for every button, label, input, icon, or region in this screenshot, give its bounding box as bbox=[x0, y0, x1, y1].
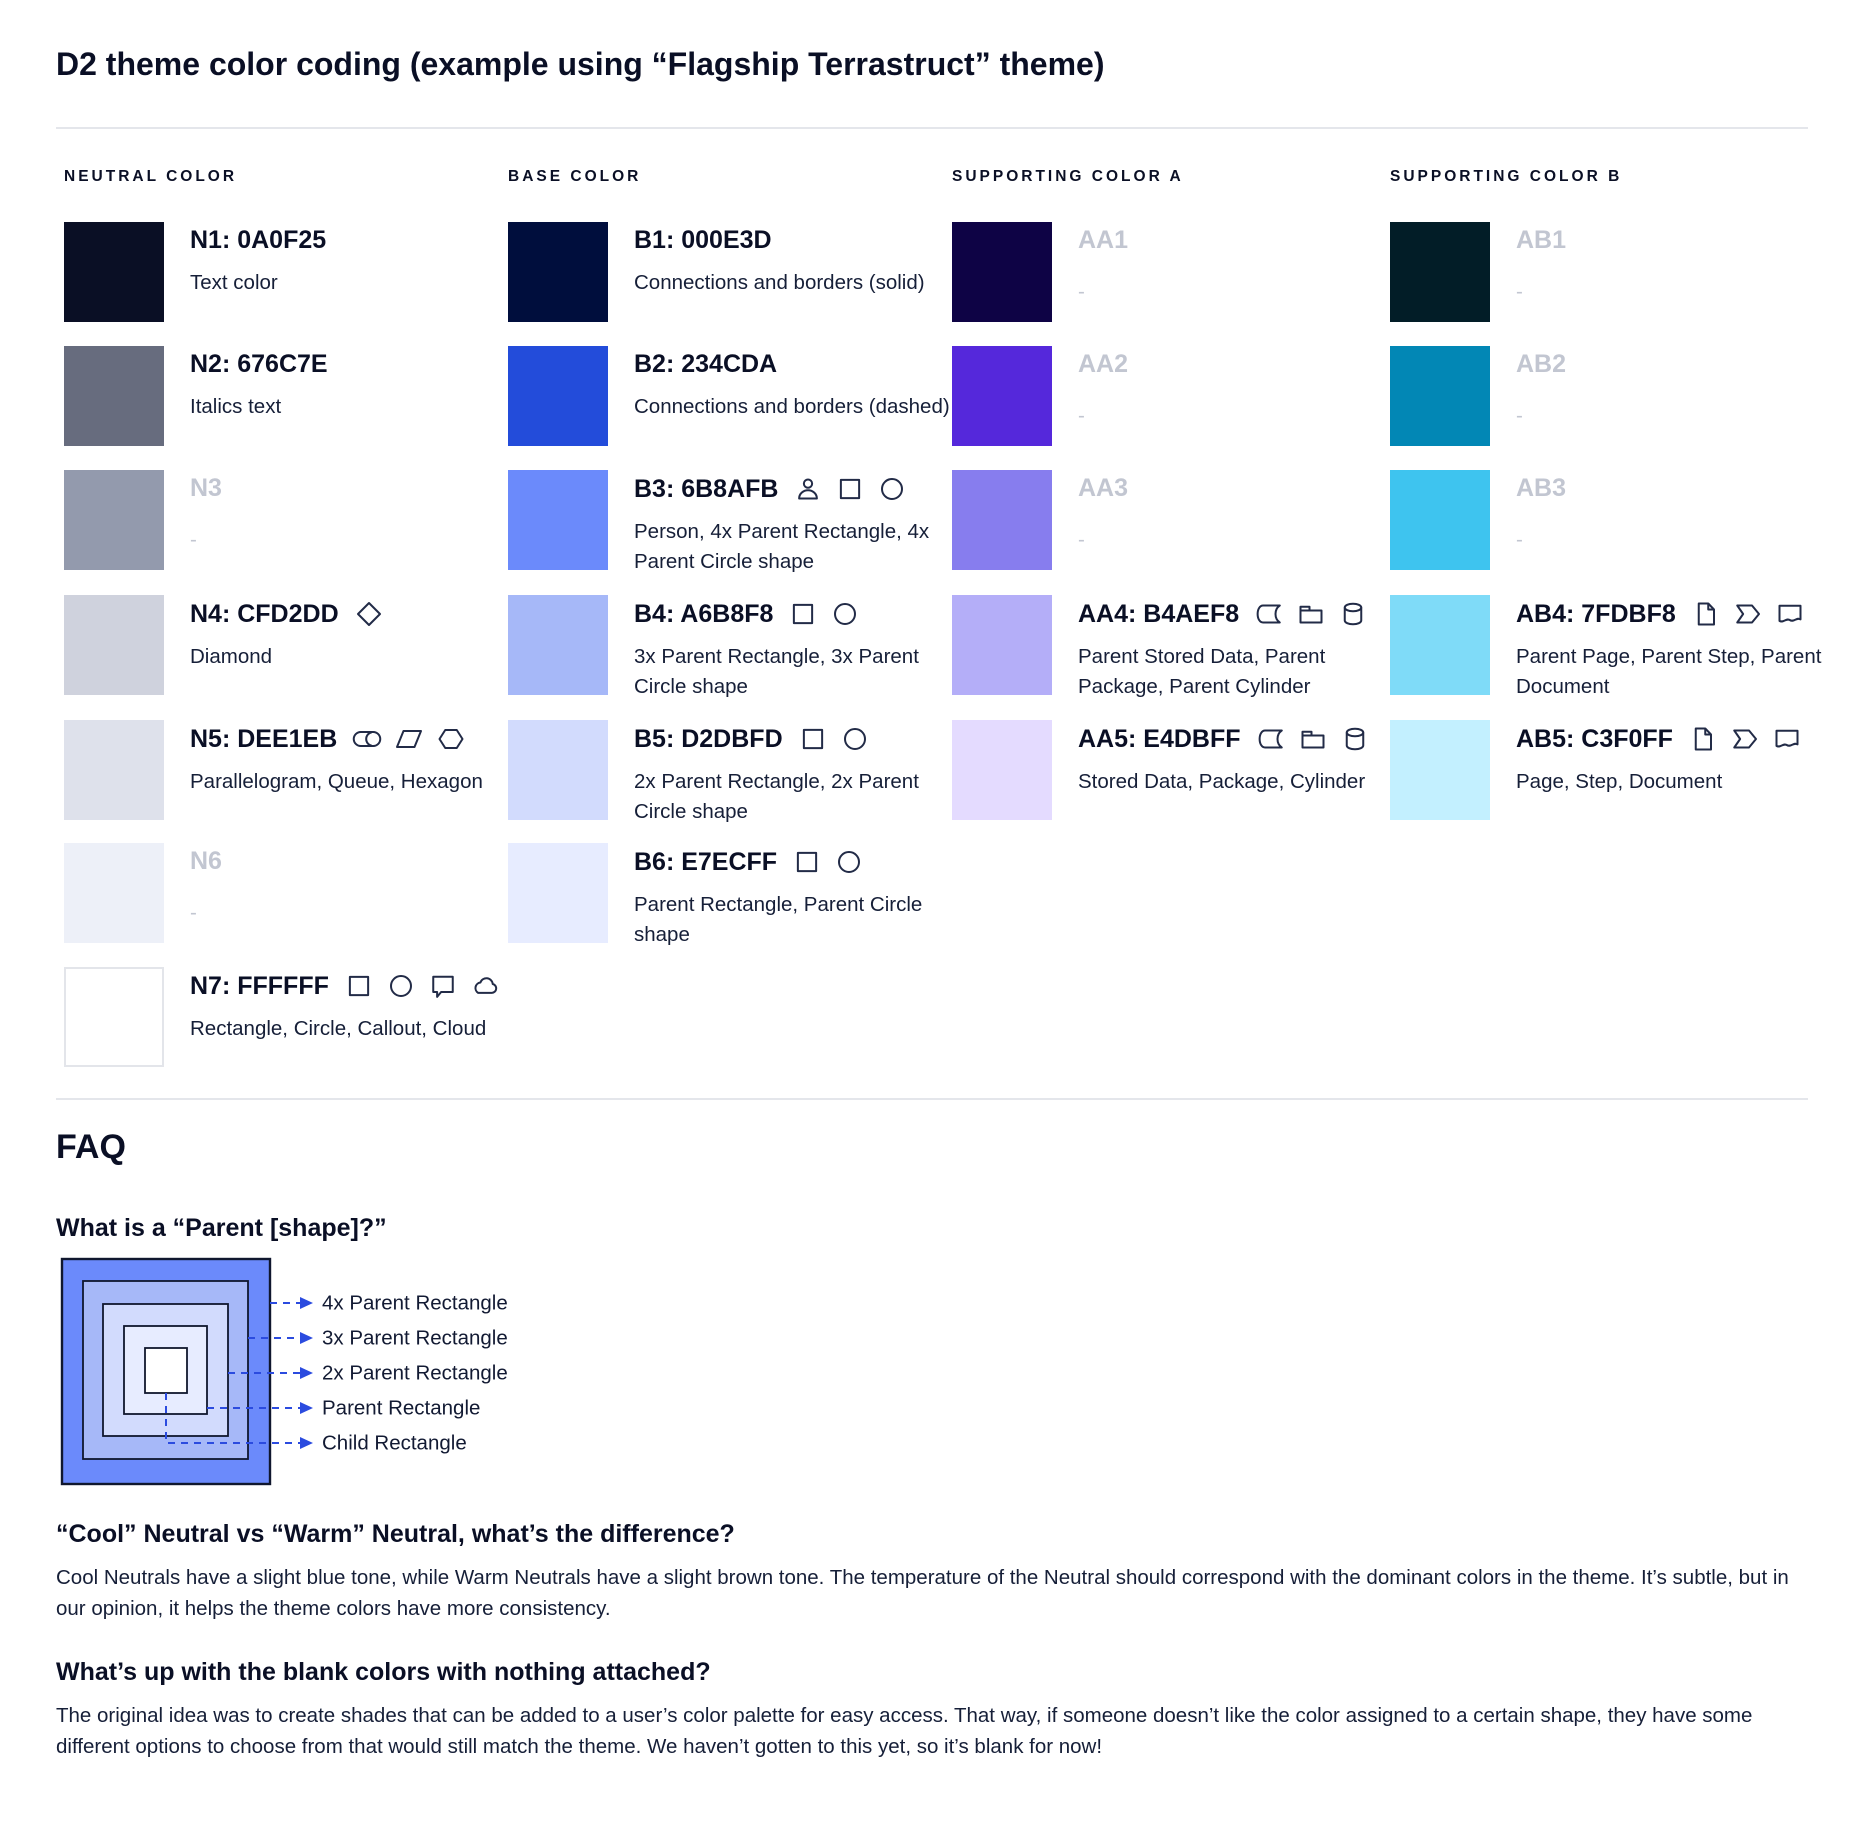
swatch-ab2 bbox=[1390, 346, 1490, 446]
color-label-row bbox=[190, 226, 508, 255]
color-description: Parent Page, Parent Step, Parent Document bbox=[1516, 645, 1822, 698]
color-row bbox=[64, 967, 508, 1067]
color-label-row bbox=[190, 474, 508, 503]
shape-icons bbox=[354, 599, 384, 629]
rectangle-icon bbox=[792, 847, 822, 877]
color-info bbox=[190, 346, 508, 422]
color-label: N6 bbox=[190, 847, 222, 875]
color-row bbox=[64, 595, 508, 695]
color-row bbox=[952, 595, 1396, 702]
swatch-b2 bbox=[508, 346, 608, 446]
column-header-3: SUPPORTING COLOR A bbox=[952, 168, 1184, 185]
rectangle-icon bbox=[344, 971, 374, 1001]
color-label: B2: 234CDA bbox=[634, 350, 778, 378]
color-label-row bbox=[190, 971, 508, 1001]
document-icon bbox=[1772, 724, 1802, 754]
stored-data-icon bbox=[1254, 599, 1284, 629]
color-label: AB2 bbox=[1516, 350, 1567, 378]
color-info bbox=[1516, 346, 1834, 431]
color-row bbox=[952, 222, 1396, 322]
color-description: - bbox=[1516, 404, 1523, 427]
shape-icons bbox=[793, 474, 907, 504]
arrowhead-icon bbox=[300, 1437, 313, 1449]
shape-icons bbox=[352, 724, 466, 754]
color-label: AB5: C3F0FF bbox=[1516, 724, 1673, 753]
step-icon bbox=[1733, 599, 1763, 629]
color-label-row bbox=[190, 599, 508, 629]
swatch-b5 bbox=[508, 720, 608, 820]
cylinder-icon bbox=[1338, 599, 1368, 629]
color-description: 3x Parent Rectangle, 3x Parent Circle shape bbox=[634, 645, 919, 698]
color-info bbox=[1078, 470, 1396, 555]
color-info bbox=[1078, 346, 1396, 431]
color-label-row bbox=[634, 724, 952, 754]
color-info bbox=[634, 843, 952, 950]
color-label: B4: A6B8F8 bbox=[634, 599, 774, 628]
step-icon bbox=[1730, 724, 1760, 754]
color-description: Stored Data, Package, Cylinder bbox=[1078, 770, 1366, 793]
color-row bbox=[64, 470, 508, 570]
parallelogram-icon bbox=[394, 724, 424, 754]
color-info bbox=[190, 595, 508, 672]
shape-icons bbox=[1256, 724, 1370, 754]
color-label-row bbox=[1078, 474, 1396, 503]
shape-icons bbox=[1254, 599, 1368, 629]
swatch-ab5 bbox=[1390, 720, 1490, 820]
color-label-row bbox=[1516, 474, 1834, 503]
parent-shape-diagram bbox=[56, 1254, 676, 1509]
swatch-aa1 bbox=[952, 222, 1052, 322]
rectangle-icon bbox=[835, 474, 865, 504]
color-row bbox=[952, 470, 1396, 570]
color-row bbox=[508, 595, 952, 702]
hexagon-icon bbox=[436, 724, 466, 754]
swatch-ab4 bbox=[1390, 595, 1490, 695]
swatch-aa2 bbox=[952, 346, 1052, 446]
column-header-1: NEUTRAL COLOR bbox=[64, 168, 238, 185]
color-label: N4: CFD2DD bbox=[190, 599, 339, 628]
color-label-row bbox=[1516, 350, 1834, 379]
color-info bbox=[190, 967, 508, 1044]
color-description: - bbox=[1078, 280, 1085, 303]
swatch-n2 bbox=[64, 346, 164, 446]
diagram-layer-5 bbox=[145, 1348, 187, 1393]
color-description: Parent Stored Data, Parent Package, Parent Cylinder bbox=[1078, 645, 1326, 698]
circle-icon bbox=[834, 847, 864, 877]
swatch-n4 bbox=[64, 595, 164, 695]
color-row bbox=[64, 222, 508, 322]
swatch-ab3 bbox=[1390, 470, 1490, 570]
faq-heading: FAQ bbox=[56, 1128, 126, 1166]
arrowhead-icon bbox=[300, 1402, 313, 1414]
swatch-b4 bbox=[508, 595, 608, 695]
color-label: AA2 bbox=[1078, 350, 1129, 378]
arrowhead-icon bbox=[300, 1367, 313, 1379]
color-label-row bbox=[1078, 350, 1396, 379]
document-icon bbox=[1775, 599, 1805, 629]
color-label-row bbox=[634, 226, 952, 255]
color-info bbox=[1078, 720, 1396, 797]
shape-icons bbox=[788, 599, 860, 629]
color-label-row bbox=[1078, 226, 1396, 255]
page-icon bbox=[1691, 599, 1721, 629]
color-label-row bbox=[190, 724, 508, 754]
color-label: AA1 bbox=[1078, 226, 1129, 254]
callout-icon bbox=[428, 971, 458, 1001]
color-info bbox=[1516, 720, 1834, 797]
color-label: AB3 bbox=[1516, 474, 1567, 502]
color-label: AA5: E4DBFF bbox=[1078, 724, 1241, 753]
color-label: B6: E7ECFF bbox=[634, 847, 778, 876]
color-info bbox=[190, 720, 508, 797]
color-label-row bbox=[634, 599, 952, 629]
color-description: Connections and borders (dashed) bbox=[634, 395, 950, 418]
arrowhead-icon bbox=[300, 1332, 313, 1344]
color-row bbox=[508, 720, 952, 827]
color-description: Rectangle, Circle, Callout, Cloud bbox=[190, 1017, 487, 1040]
color-info bbox=[1516, 222, 1834, 307]
color-description: - bbox=[190, 901, 197, 924]
swatch-b1 bbox=[508, 222, 608, 322]
color-description: Page, Step, Document bbox=[1516, 770, 1723, 793]
circle-icon bbox=[830, 599, 860, 629]
person-icon bbox=[793, 474, 823, 504]
color-row bbox=[508, 470, 952, 577]
swatch-aa3 bbox=[952, 470, 1052, 570]
nested-rectangles-svg bbox=[56, 1254, 676, 1504]
color-info bbox=[634, 470, 952, 577]
color-description: - bbox=[1078, 528, 1085, 551]
divider-faq bbox=[56, 1098, 1808, 1100]
color-label: AB4: 7FDBF8 bbox=[1516, 599, 1676, 628]
color-label: B5: D2DBFD bbox=[634, 724, 783, 753]
color-label-row bbox=[634, 847, 952, 877]
diagram-label: Child Rectangle bbox=[322, 1431, 467, 1455]
arrowhead-icon bbox=[300, 1297, 313, 1309]
cylinder-icon bbox=[1340, 724, 1370, 754]
color-label-row bbox=[634, 350, 952, 379]
swatch-n6 bbox=[64, 843, 164, 943]
page-title: D2 theme color coding (example using “Flagship Terrastruct” theme) bbox=[56, 46, 1105, 82]
color-description: - bbox=[1516, 528, 1523, 551]
color-info bbox=[190, 470, 508, 555]
color-label-row bbox=[1078, 599, 1396, 629]
color-row bbox=[952, 346, 1396, 446]
color-info bbox=[190, 843, 508, 928]
color-row bbox=[508, 843, 952, 950]
color-description: - bbox=[1078, 404, 1085, 427]
color-info bbox=[634, 346, 952, 422]
color-row bbox=[1390, 470, 1834, 570]
cloud-icon bbox=[470, 971, 500, 1001]
color-label: AB1 bbox=[1516, 226, 1567, 254]
swatch-b6 bbox=[508, 843, 608, 943]
swatch-n1 bbox=[64, 222, 164, 322]
divider-top bbox=[56, 127, 1808, 129]
color-info bbox=[1078, 222, 1396, 307]
swatch-aa4 bbox=[952, 595, 1052, 695]
color-description: Italics text bbox=[190, 395, 282, 418]
color-row bbox=[508, 346, 952, 446]
page-icon bbox=[1688, 724, 1718, 754]
color-description: Connections and borders (solid) bbox=[634, 271, 925, 294]
color-label: N1: 0A0F25 bbox=[190, 226, 327, 254]
color-label-row bbox=[634, 474, 952, 504]
shape-icons bbox=[344, 971, 500, 1001]
faq-question-cool-warm: “Cool” Neutral vs “Warm” Neutral, what’s the difference? bbox=[56, 1520, 735, 1548]
color-info bbox=[1516, 470, 1834, 555]
rectangle-icon bbox=[788, 599, 818, 629]
rectangle-icon bbox=[798, 724, 828, 754]
package-icon bbox=[1298, 724, 1328, 754]
diagram-label: Parent Rectangle bbox=[322, 1396, 481, 1420]
swatch-n3 bbox=[64, 470, 164, 570]
color-row bbox=[64, 346, 508, 446]
color-row bbox=[952, 720, 1396, 820]
column-header-4: SUPPORTING COLOR B bbox=[1390, 168, 1623, 185]
color-label: B3: 6B8AFB bbox=[634, 474, 779, 503]
circle-icon bbox=[877, 474, 907, 504]
color-row bbox=[1390, 346, 1834, 446]
color-info bbox=[1516, 595, 1834, 702]
color-row bbox=[1390, 595, 1834, 702]
color-label: AA3 bbox=[1078, 474, 1129, 502]
circle-icon bbox=[840, 724, 870, 754]
color-info bbox=[634, 595, 952, 702]
color-description: Diamond bbox=[190, 645, 273, 668]
swatch-ab1 bbox=[1390, 222, 1490, 322]
color-description: Parent Rectangle, Parent Circle shape bbox=[634, 893, 923, 946]
diagram-label: 3x Parent Rectangle bbox=[322, 1326, 508, 1350]
shape-icons bbox=[792, 847, 864, 877]
color-description: Text color bbox=[190, 271, 278, 294]
swatch-aa5 bbox=[952, 720, 1052, 820]
queue-icon bbox=[352, 724, 382, 754]
color-description: - bbox=[190, 528, 197, 551]
package-icon bbox=[1296, 599, 1326, 629]
color-row bbox=[1390, 720, 1834, 820]
color-label-row bbox=[1516, 226, 1834, 255]
color-info bbox=[190, 222, 508, 298]
color-label-row bbox=[190, 847, 508, 876]
diagram-label: 2x Parent Rectangle bbox=[322, 1361, 508, 1385]
color-label: N2: 676C7E bbox=[190, 350, 328, 378]
color-row bbox=[64, 720, 508, 820]
diamond-icon bbox=[354, 599, 384, 629]
color-row bbox=[64, 843, 508, 943]
faq-question-blank-colors: What’s up with the blank colors with nothing attached? bbox=[56, 1658, 711, 1686]
shape-icons bbox=[798, 724, 870, 754]
color-label-row bbox=[1078, 724, 1396, 754]
color-label: N5: DEE1EB bbox=[190, 724, 338, 753]
column-header-2: BASE COLOR bbox=[508, 168, 642, 185]
color-info bbox=[634, 720, 952, 827]
color-description: Person, 4x Parent Rectangle, 4x Parent Circle shape bbox=[634, 520, 930, 573]
color-label: N3 bbox=[190, 474, 222, 502]
color-row bbox=[1390, 222, 1834, 322]
color-info bbox=[1078, 595, 1396, 702]
swatch-n7 bbox=[64, 967, 164, 1067]
color-label-row bbox=[1516, 599, 1834, 629]
color-description: 2x Parent Rectangle, 2x Parent Circle shape bbox=[634, 770, 919, 823]
diagram-label: 4x Parent Rectangle bbox=[322, 1291, 508, 1315]
faq-question-parent-shape: What is a “Parent [shape]?” bbox=[56, 1214, 387, 1242]
color-label-row bbox=[1516, 724, 1834, 754]
swatch-b3 bbox=[508, 470, 608, 570]
stored-data-icon bbox=[1256, 724, 1286, 754]
shape-icons bbox=[1691, 599, 1805, 629]
color-description: - bbox=[1516, 280, 1523, 303]
color-description: Parallelogram, Queue, Hexagon bbox=[190, 770, 483, 793]
faq-answer-blank-colors: The original idea was to create shades that can be added to a user’s color palette for easy access. That way, if someone doesn’t like the color assigned to a certain shape, they have some different options to choose from that would still match the theme. We haven’t gotten to this yet, so it’s blank for now! bbox=[56, 1704, 1753, 1758]
color-info bbox=[634, 222, 952, 298]
color-row bbox=[508, 222, 952, 322]
faq-answer-cool-warm: Cool Neutrals have a slight blue tone, while Warm Neutrals have a slight brown tone. The temperature of the Neutral should correspond with the dominant colors in the theme. It’s subtle, but in our opinion, it helps the theme colors have more consistency. bbox=[56, 1566, 1789, 1620]
shape-icons bbox=[1688, 724, 1802, 754]
color-label: N7: FFFFFF bbox=[190, 971, 329, 1000]
color-label: AA4: B4AEF8 bbox=[1078, 599, 1240, 628]
swatch-n5 bbox=[64, 720, 164, 820]
color-label: B1: 000E3D bbox=[634, 226, 772, 254]
circle-icon bbox=[386, 971, 416, 1001]
color-label-row bbox=[190, 350, 508, 379]
